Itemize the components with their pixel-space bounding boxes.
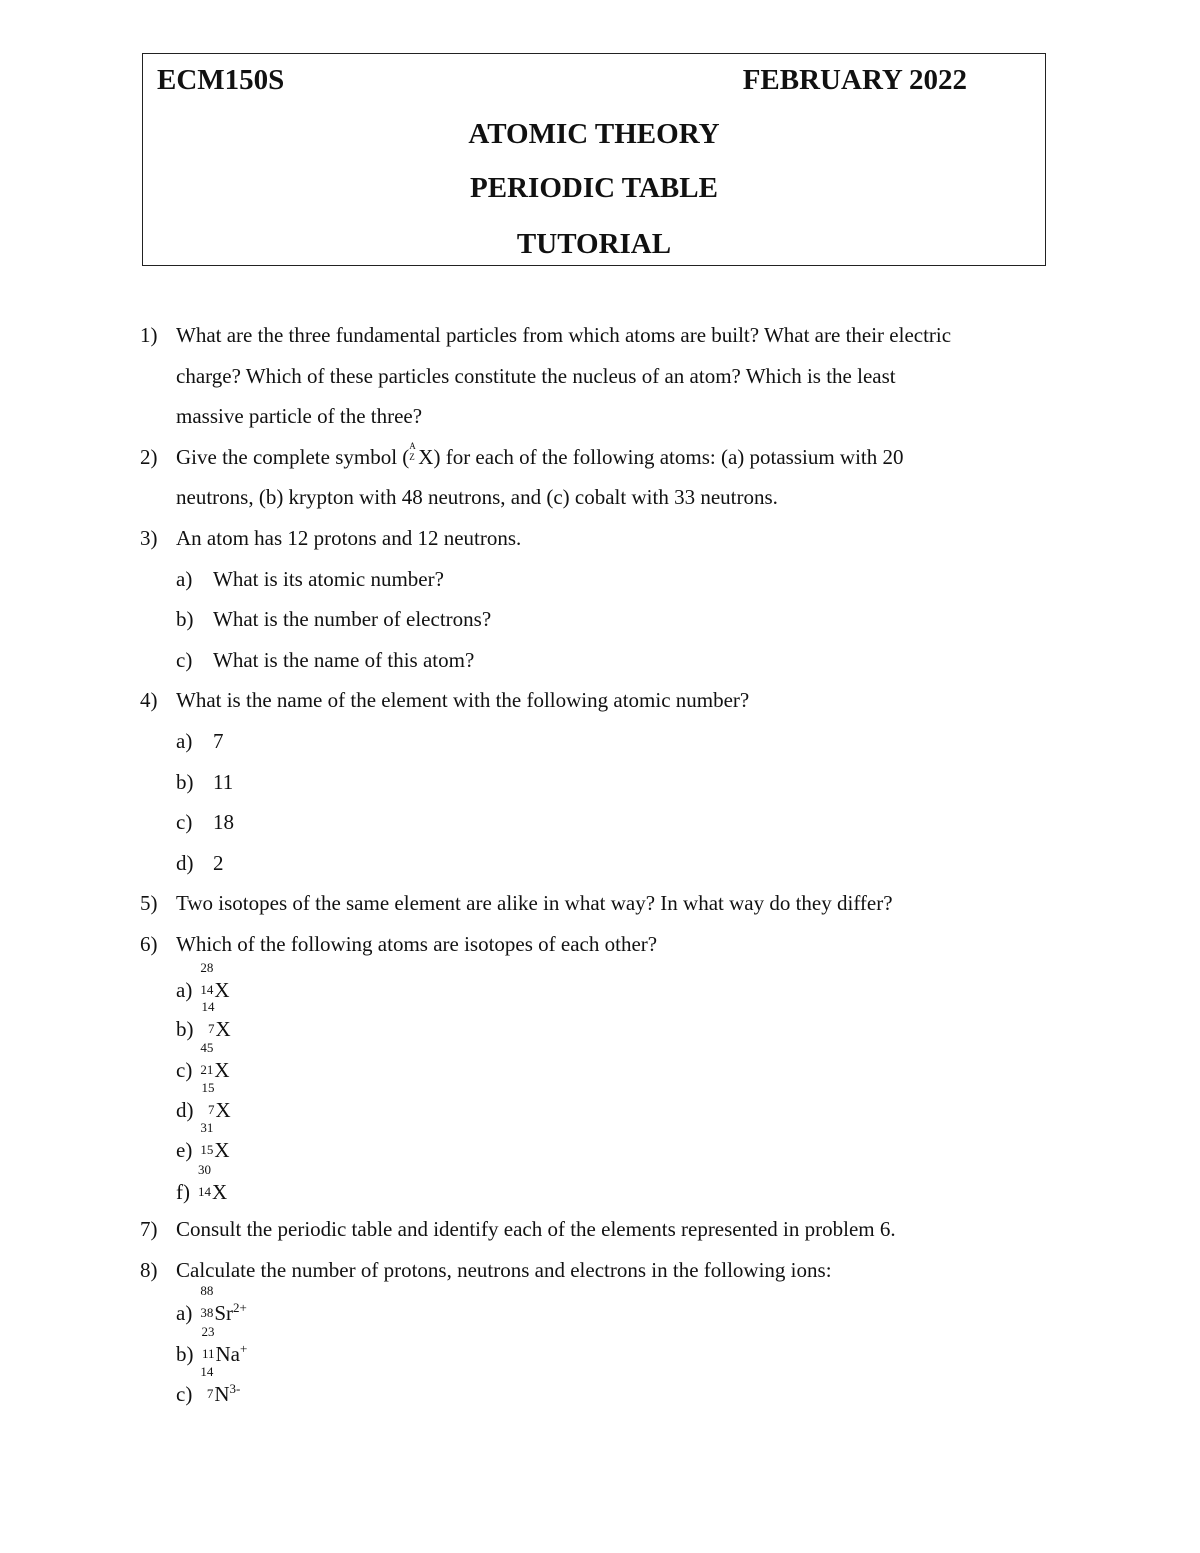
- exam-date: FEBRUARY 2022: [742, 64, 967, 96]
- ion-charge: 3-: [229, 1381, 241, 1396]
- question-6-text: Which of the following atoms are isotopes of each other?: [176, 932, 658, 956]
- nuclide-notation: [192, 960, 214, 997]
- element-symbol: Sr: [214, 1301, 234, 1325]
- question-2-line-2: neutrons, (b) krypton with 48 neutrons, and (c) cobalt with 33 neutrons.: [176, 485, 778, 509]
- title-line-1: ATOMIC THEORY: [468, 118, 720, 150]
- isotope-item: [176, 1120, 230, 1162]
- element-symbol: X: [214, 978, 230, 1002]
- sub-question: What is the number of electrons?: [213, 607, 492, 631]
- sub-question: What is the name of this atom?: [213, 648, 475, 672]
- question-2-line-1: [176, 441, 904, 469]
- question-number: 2): [140, 445, 158, 469]
- atomic-number: 7: [208, 1102, 215, 1117]
- sub-label: b): [176, 607, 194, 631]
- atomic-number: 14: [198, 1184, 211, 1199]
- element-symbol: X: [214, 1138, 230, 1162]
- sub-label: a): [176, 567, 193, 591]
- question-number: 5): [140, 891, 158, 915]
- ion-charge: 2+: [233, 1300, 247, 1315]
- question-text: Give the complete symbol (: [176, 445, 410, 469]
- nuclide-notation: [194, 999, 216, 1036]
- sub-label: a): [176, 978, 193, 1002]
- question-1-line-3: massive particle of the three?: [176, 404, 423, 428]
- mass-number: A: [409, 441, 416, 451]
- nuclide-notation: [194, 1324, 216, 1361]
- mass-number: 23: [201, 1324, 215, 1339]
- sub-label: a): [176, 729, 193, 753]
- mass-number: 15: [201, 1080, 215, 1095]
- sub-answer-value: 11: [213, 770, 234, 794]
- question-number: 8): [140, 1258, 158, 1282]
- mass-number: 30: [198, 1162, 211, 1177]
- nuclide-notation: [192, 1040, 214, 1077]
- isotope-item: [176, 960, 230, 1002]
- sub-answer-value: 2: [213, 851, 224, 875]
- sub-label: a): [176, 1301, 193, 1325]
- mass-number: 14: [200, 1364, 214, 1379]
- nuclide-notation: [192, 1120, 214, 1157]
- nuclide-notation: [194, 1080, 216, 1117]
- nuclide-notation: [192, 1364, 214, 1401]
- isotope-item: [176, 1040, 230, 1082]
- ion-charge: +: [240, 1341, 248, 1356]
- sub-label: b): [176, 770, 194, 794]
- question-5-text: Two isotopes of the same element are alike in what way? In what way do they differ?: [176, 891, 893, 915]
- question-4-text: What is the name of the element with the following atomic number?: [176, 688, 750, 712]
- question-1-line-2: charge? Which of these particles constitute the nucleus of an atom? Which is the least: [176, 364, 896, 388]
- nuclide-notation: [192, 1283, 214, 1320]
- title-line-2: PERIODIC TABLE: [470, 172, 718, 204]
- title-line-3: TUTORIAL: [516, 228, 672, 260]
- sub-label: c): [176, 648, 193, 672]
- sub-label: d): [176, 851, 194, 875]
- atomic-number: 7: [206, 1386, 214, 1401]
- nuclide-notation: [190, 1162, 212, 1199]
- atomic-number: Z: [409, 452, 415, 462]
- question-number: 4): [140, 688, 158, 712]
- question-7-text: Consult the periodic table and identify each of the elements represented in problem 6.: [176, 1217, 896, 1241]
- element-symbol: X: [418, 445, 434, 469]
- sub-label: c): [176, 1382, 193, 1406]
- atomic-number: 11: [201, 1346, 215, 1361]
- isotope-item: [176, 1080, 231, 1122]
- mass-number: 14: [201, 999, 215, 1014]
- question-number: 1): [140, 323, 158, 347]
- element-symbol: X: [215, 1098, 231, 1122]
- atomic-number: 21: [200, 1062, 214, 1077]
- ion-item: [176, 1324, 248, 1366]
- mass-number: 45: [200, 1040, 214, 1055]
- course-code: ECM150S: [157, 64, 285, 96]
- question-number: 6): [140, 932, 158, 956]
- element-symbol: Na: [215, 1342, 240, 1366]
- question-text: ) for each of the following atoms: (a) potassium with 20: [433, 445, 904, 469]
- sub-answer-value: 7: [213, 729, 224, 753]
- atomic-number: 7: [208, 1021, 215, 1036]
- sub-label: e): [176, 1138, 193, 1162]
- atomic-number: 15: [200, 1142, 214, 1157]
- question-number: 3): [140, 526, 158, 550]
- question-8-text: Calculate the number of protons, neutrons and electrons in the following ions:: [176, 1258, 832, 1282]
- element-symbol: X: [215, 1017, 231, 1041]
- element-symbol: N: [214, 1382, 230, 1406]
- atomic-number: 14: [200, 982, 214, 997]
- sub-label: f): [176, 1180, 190, 1204]
- sub-label: c): [176, 810, 193, 834]
- nuclide-notation: [409, 441, 418, 464]
- sub-label: d): [176, 1098, 194, 1122]
- sub-answer-value: 18: [213, 810, 234, 834]
- question-number: 7): [140, 1217, 158, 1241]
- sub-question: What is its atomic number?: [213, 567, 444, 591]
- sub-label: b): [176, 1342, 194, 1366]
- element-symbol: X: [212, 1180, 228, 1204]
- sub-label: c): [176, 1058, 193, 1082]
- question-1-line-1: What are the three fundamental particles from which atoms are built? What are their electric: [176, 323, 952, 347]
- title-box: [142, 53, 1046, 266]
- mass-number: 31: [200, 1120, 214, 1135]
- question-3-text: An atom has 12 protons and 12 neutrons.: [176, 526, 522, 550]
- ion-item: [176, 1364, 241, 1406]
- mass-number: 28: [200, 960, 214, 975]
- isotope-item: [176, 1162, 228, 1204]
- atomic-number: 38: [200, 1305, 214, 1320]
- isotope-item: [176, 999, 231, 1041]
- mass-number: 88: [200, 1283, 214, 1298]
- ion-item: [176, 1283, 247, 1325]
- element-symbol: X: [214, 1058, 230, 1082]
- sub-label: b): [176, 1017, 194, 1041]
